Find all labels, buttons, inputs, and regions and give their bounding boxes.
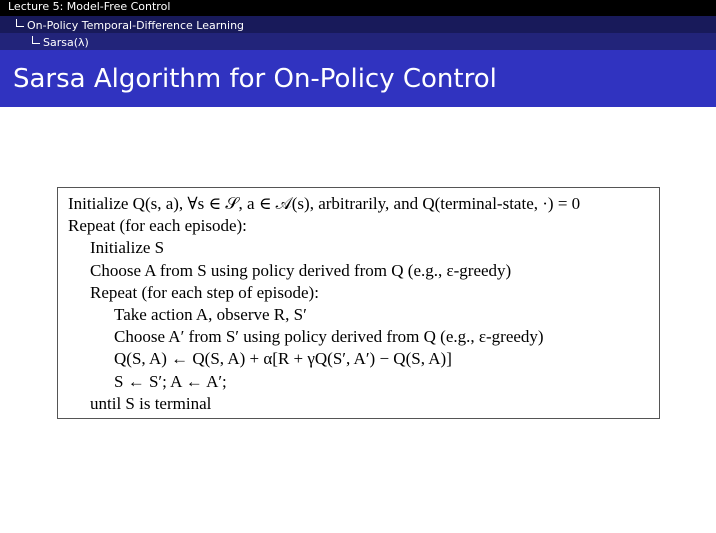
- breadcrumb-subsection-label: Sarsa(λ): [43, 36, 89, 49]
- breadcrumb-section: [0, 16, 716, 33]
- algorithm-line-take-action: Take action A, observe R, S′: [114, 304, 307, 324]
- algorithm-box: [57, 187, 660, 419]
- algorithm-line-repeat-step: Repeat (for each step of episode):: [90, 282, 319, 302]
- algorithm-line-initialize-s: Initialize S: [90, 238, 165, 258]
- algorithm-line-choose-a: Choose A from S using policy derived from Q (e.g., ε-greedy): [90, 260, 512, 280]
- algorithm-line-update-q: Q(S, A) ← Q(S, A) + α[R + γQ(S′, A′) − Q(S, A)]: [114, 349, 452, 369]
- slide-title: Sarsa Algorithm for On-Policy Control: [13, 64, 497, 94]
- breadcrumb-lecture: [0, 0, 716, 16]
- tree-branch-icon: [32, 36, 40, 44]
- algorithm-line-until-terminal: until S is terminal: [90, 393, 212, 413]
- breadcrumb-section-label: On-Policy Temporal-Difference Learning: [27, 19, 245, 32]
- slide-title-bar: [0, 50, 716, 107]
- breadcrumb-subsection: [0, 33, 716, 50]
- algorithm-line-choose-a-prime: Choose A′ from S′ using policy derived from Q (e.g., ε-greedy): [114, 327, 544, 347]
- algorithm-line-repeat-episode: Repeat (for each episode):: [68, 216, 247, 236]
- breadcrumb-lecture-label: Lecture 5: Model-Free Control: [8, 0, 171, 13]
- algorithm-line-initialize-q: Initialize Q(s, a), ∀s ∈ 𝒮, a ∈ 𝒜(s), arbitrarily, and Q(terminal-state, ·) = 0: [68, 194, 581, 213]
- algorithm-line-assign: S ← S′; A ← A′;: [114, 371, 227, 391]
- tree-branch-icon: [16, 19, 24, 27]
